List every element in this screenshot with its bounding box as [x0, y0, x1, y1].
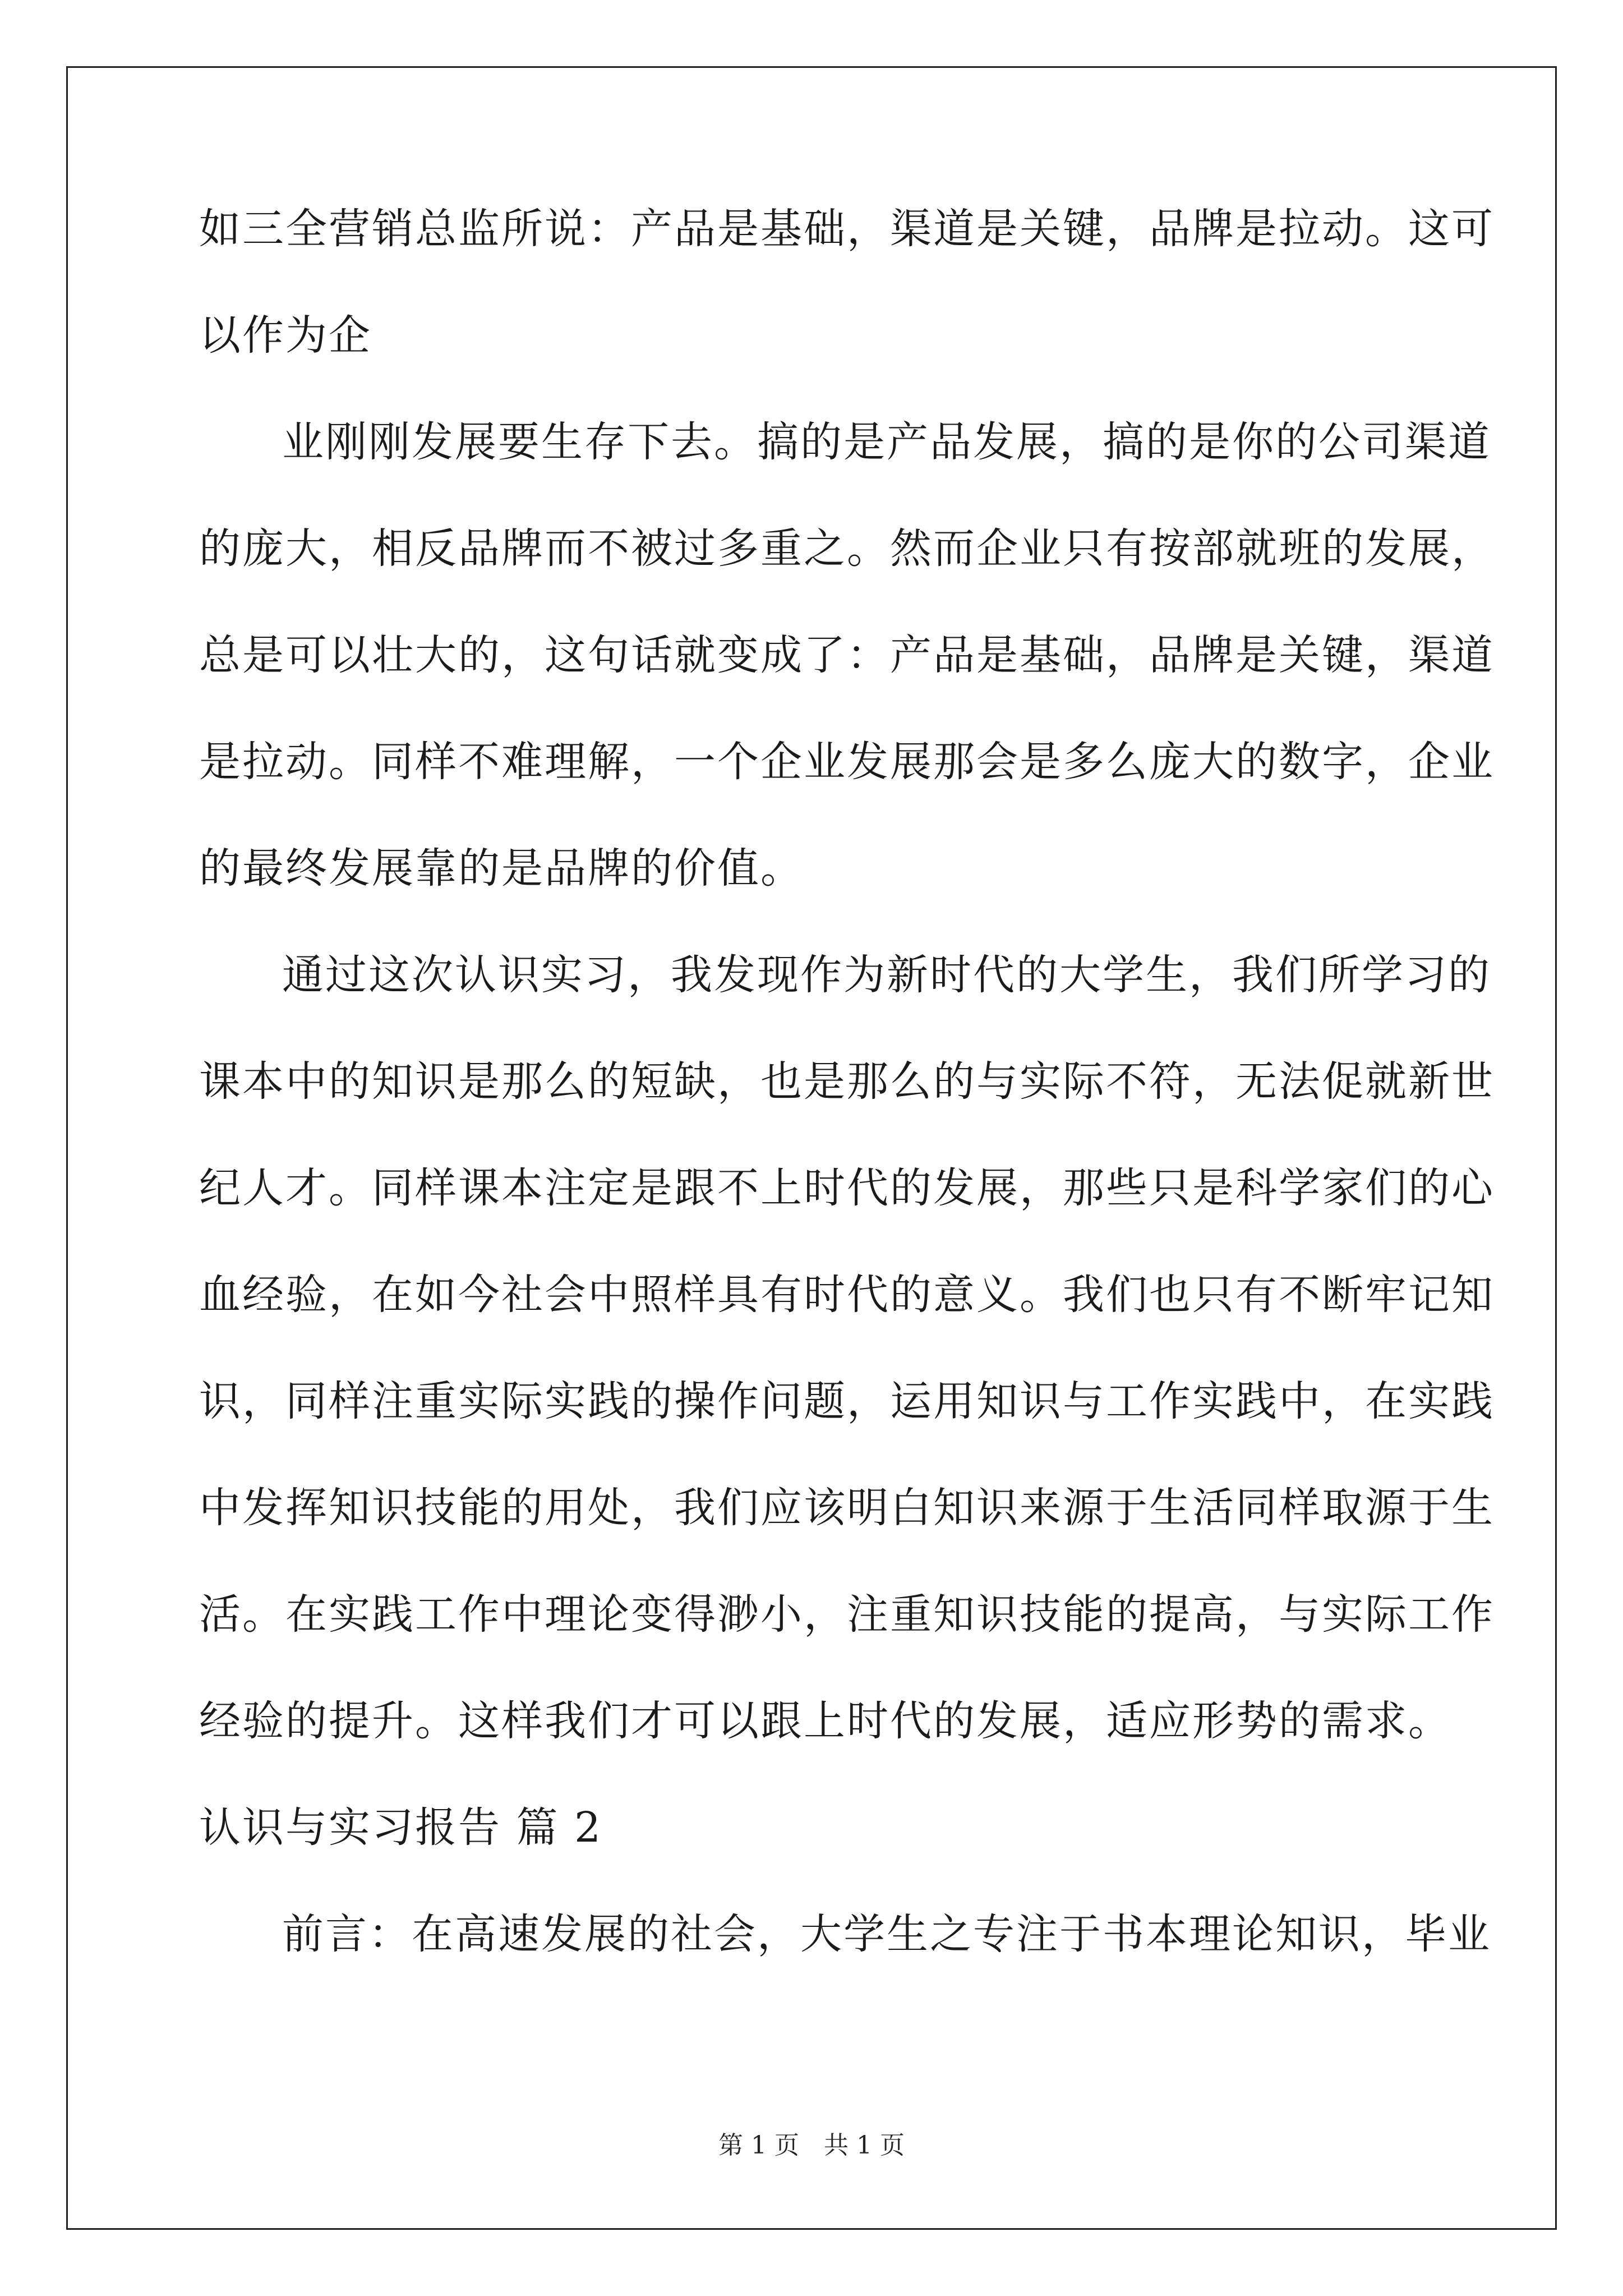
- text-line: 的庞大，相反品牌而不被过多重之。然而企业只有按部就班的发展，: [199, 524, 1495, 573]
- page-border: [66, 66, 1557, 2230]
- text-line: 通过这次认识实习，我发现作为新时代的大学生，我们所学习的: [282, 951, 1491, 999]
- text-line: 业刚刚发展要生存下去。搞的是产品发展，搞的是你的公司渠道: [282, 418, 1491, 466]
- text-line: 如三全营销总监所说：产品是基础，渠道是关键，品牌是拉动。这可: [199, 205, 1495, 253]
- text-line: 总是可以壮大的，这句话就变成了：产品是基础，品牌是关键，渠道: [199, 631, 1495, 679]
- text-line: 以作为企: [199, 311, 372, 360]
- text-line: 经验的提升。这样我们才可以跟上时代的发展，适应形势的需求。: [199, 1697, 1451, 1745]
- text-line: 识，同样注重实际实践的操作问题，运用知识与工作实践中，在实践: [199, 1377, 1495, 1425]
- text-line: 纪人才。同样课本注定是跟不上时代的发展，那些只是科学家们的心: [199, 1164, 1495, 1212]
- section-heading: 认识与实习报告 篇 2: [199, 1803, 603, 1852]
- text-line: 活。在实践工作中理论变得渺小，注重知识技能的提高，与实际工作: [199, 1590, 1495, 1639]
- text-line: 课本中的知识是那么的短缺，也是那么的与实际不符，无法促就新世: [199, 1057, 1495, 1106]
- text-line: 是拉动。同样不难理解，一个企业发展那会是多么庞大的数字，企业: [199, 738, 1495, 786]
- text-line: 前言：在高速发展的社会，大学生之专注于书本理论知识，毕业: [282, 1910, 1491, 1958]
- text-line: 血经验，在如今社会中照样具有时代的意义。我们也只有不断牢记知: [199, 1271, 1495, 1319]
- page-footer: 第 1 页 共 1 页: [718, 2131, 905, 2160]
- text-line: 中发挥知识技能的用处，我们应该明白知识来源于生活同样取源于生: [199, 1484, 1495, 1532]
- text-line: 的最终发展靠的是品牌的价值。: [199, 844, 804, 892]
